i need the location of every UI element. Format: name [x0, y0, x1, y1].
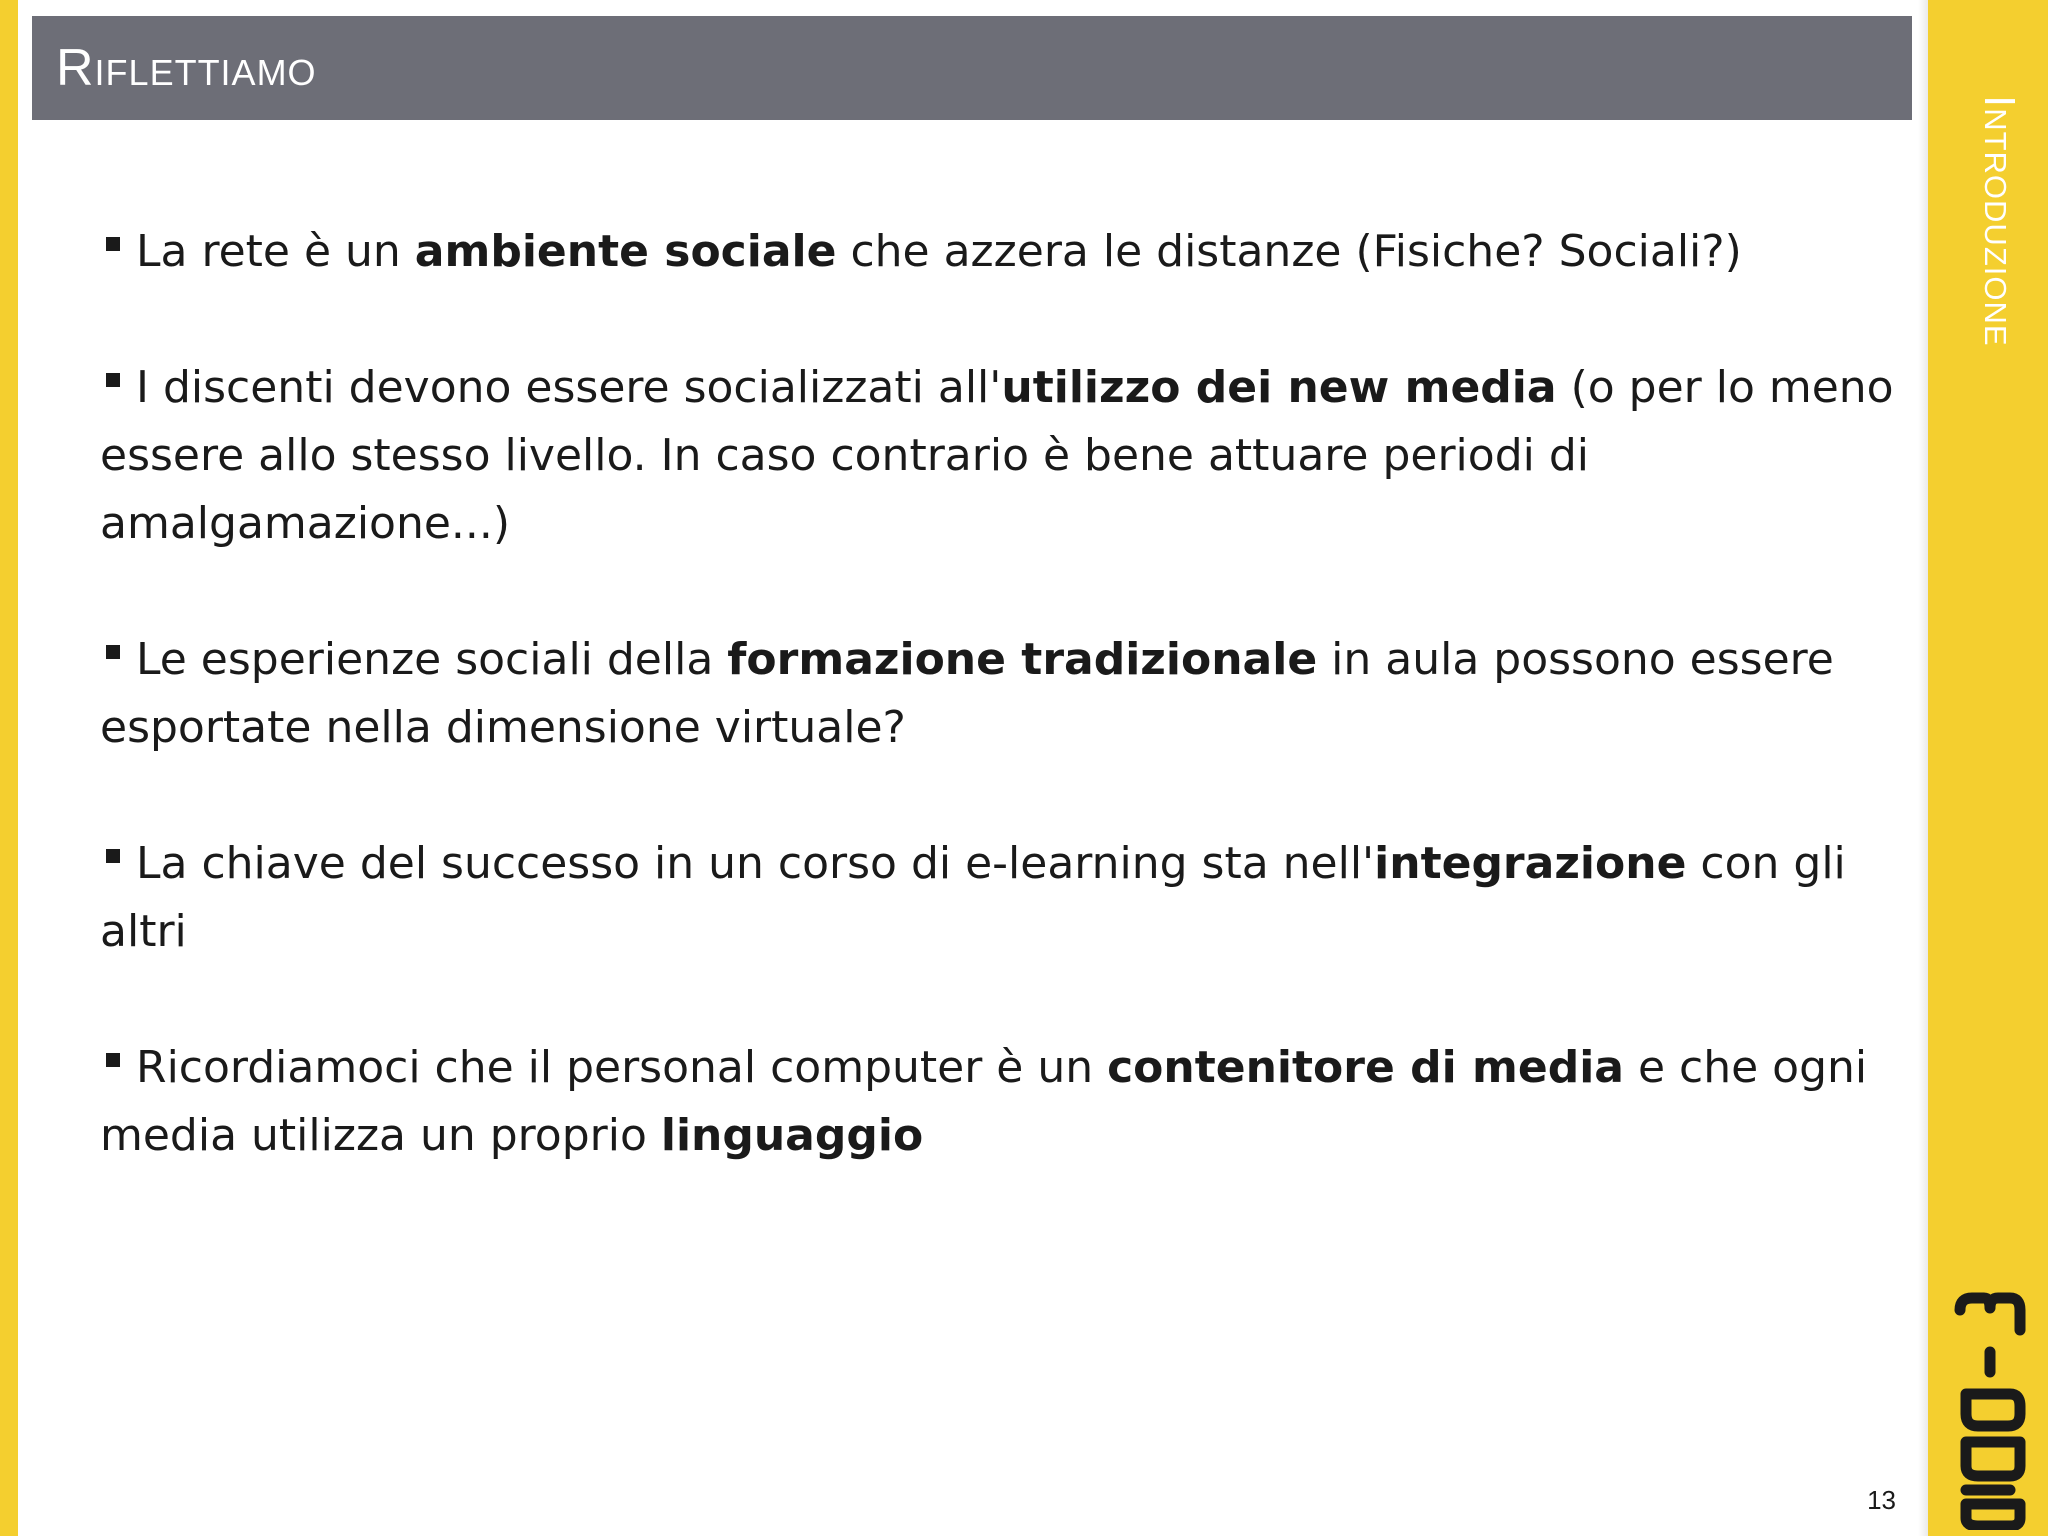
- page-number: 13: [1867, 1485, 1896, 1515]
- dida3-logo-icon: [1948, 1290, 2032, 1530]
- square-bullet-icon: [106, 1053, 120, 1067]
- bullet-emphasis: linguaggio: [660, 1110, 924, 1161]
- bullet-item-1: [100, 218, 1900, 286]
- bullet-text: I discenti devono essere socializzati all': [136, 362, 1002, 413]
- bullet-text: e che ogni media utilizza un proprio: [100, 1042, 1868, 1161]
- square-bullet-icon: [106, 373, 120, 387]
- square-bullet-icon: [106, 237, 120, 251]
- square-bullet-icon: [106, 645, 120, 659]
- bullet-item-2: [100, 354, 1900, 558]
- bullet-emphasis: ambiente sociale: [414, 226, 837, 277]
- bullet-text: La rete è un: [136, 226, 415, 277]
- bullet-text: con gli altri: [100, 838, 1846, 957]
- slide-content: [100, 218, 1900, 1170]
- bullet-emphasis: formazione tradizionale: [727, 634, 1318, 685]
- bullet-item-3: [100, 626, 1900, 762]
- bullet-item-4: [100, 830, 1900, 966]
- bullet-text: Le esperienze sociali della: [136, 634, 728, 685]
- bullet-text: che azzera le distanze (Fisiche? Sociali?): [836, 226, 1742, 277]
- bullet-text: in aula possono essere esportate nella dimensione virtuale?: [100, 634, 1834, 753]
- bullet-text: (o per lo meno essere allo stesso livello. In caso contrario è bene attuare periodi di amalgamazione...): [100, 362, 1894, 549]
- bullet-emphasis: integrazione: [1374, 838, 1687, 889]
- bullet-emphasis: contenitore di media: [1107, 1042, 1624, 1093]
- bullet-text: La chiave del successo in un corso di e-learning sta nell': [136, 838, 1375, 889]
- bullet-text: Ricordiamoci che il personal computer è un: [136, 1042, 1108, 1093]
- slide-title: Riflettiamo: [56, 39, 317, 97]
- title-bar: [32, 16, 1912, 120]
- bullet-item-5: [100, 1034, 1900, 1170]
- section-label: Introduzione: [1975, 95, 2024, 347]
- bullet-emphasis: utilizzo dei new media: [1001, 362, 1557, 413]
- right-band-shadow: [1918, 0, 1928, 1536]
- square-bullet-icon: [106, 849, 120, 863]
- left-accent-stripe: [0, 0, 18, 1536]
